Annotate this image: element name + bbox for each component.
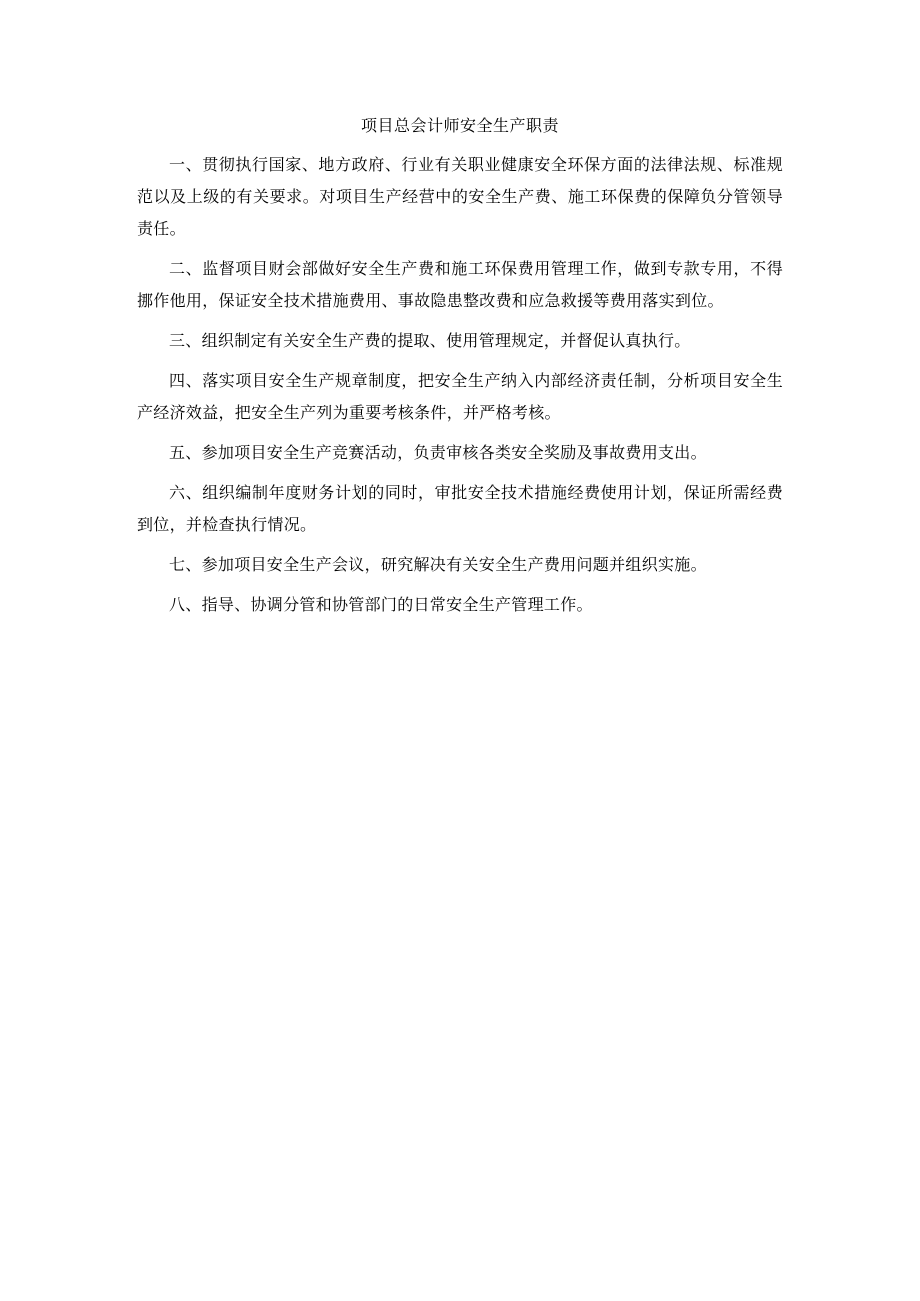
duty-paragraph-2: 二、监督项目财会部做好安全生产费和施工环保费用管理工作，做到专款专用，不得挪作他用，保证安全技术措施费用、事故隐患整改费和应急救援等费用落实到位。 — [137, 259, 783, 310]
document-body — [137, 111, 783, 629]
duty-paragraph-3: 三、组织制定有关安全生产费的提取、使用管理规定，并督促认真执行。 — [169, 331, 691, 350]
duty-paragraph-8: 八、指导、协调分管和协管部门的日常安全生产管理工作。 — [169, 595, 593, 614]
duty-paragraph-1: 一、贯彻执行国家、地方政府、行业有关职业健康安全环保方面的法律法规、标准规范以及上级的有关要求。对项目生产经营中的安全生产费、施工环保费的保障负分管领导责任。 — [137, 155, 783, 238]
duty-paragraph-6: 六、组织编制年度财务计划的同时，审批安全技术措施经费使用计划，保证所需经费到位，并检查执行情况。 — [137, 483, 783, 534]
document-title: 项目总会计师安全生产职责 — [360, 116, 559, 135]
duty-paragraph-7: 七、参加项目安全生产会议，研究解决有关安全生产费用问题并组织实施。 — [169, 555, 707, 574]
duty-paragraph-4: 四、落实项目安全生产规章制度，把安全生产纳入内部经济责任制，分析项目安全生产经济效益，把安全生产列为重要考核条件，并严格考核。 — [137, 371, 783, 422]
duty-paragraph-5: 五、参加项目安全生产竞赛活动，负责审核各类安全奖励及事故费用支出。 — [169, 443, 707, 462]
